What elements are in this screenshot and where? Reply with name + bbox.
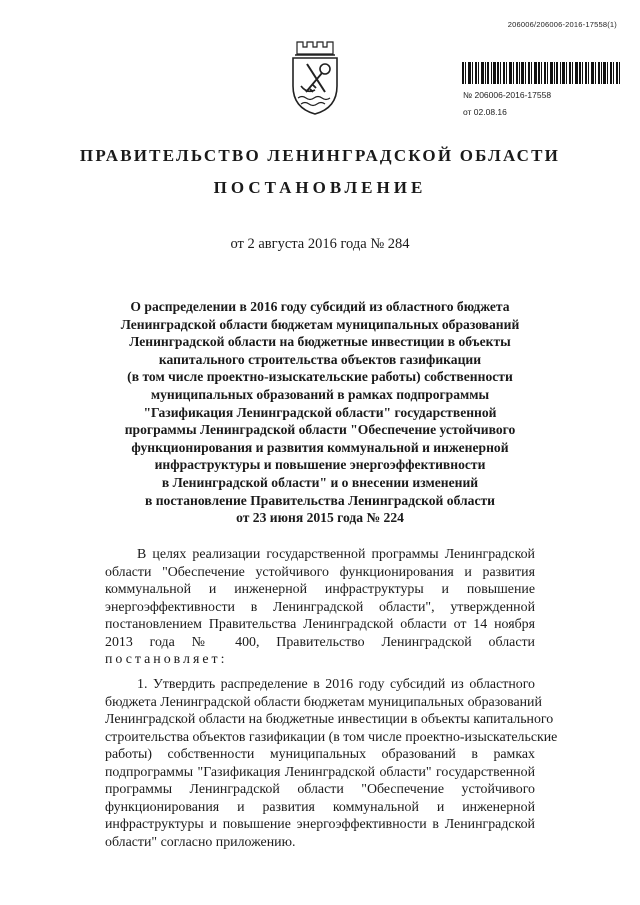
subject-line: Ленинградской области бюджетам муниципальных образований (120, 316, 520, 332)
registration-number: № 206006-2016-17558 (463, 90, 552, 100)
decree-subject (95, 298, 545, 527)
item-1-line: 1. Утвердить распределение в 2016 году субсидий из областного (137, 677, 535, 692)
subject-line: инфраструктуры и повышение энергоэффективности (154, 457, 486, 473)
document-type-title: ПОСТАНОВЛЕНИЕ (213, 178, 427, 197)
subject-line: (в том числе проектно-изыскательские работы) собственности (127, 369, 513, 385)
preamble-line: области "Обеспечение устойчивого функционирования и развития (105, 564, 535, 580)
item-1-line: программы Ленинградской области "Обеспечение устойчивого (105, 782, 535, 797)
document-code: 206006/206006-2016-17558(1) (507, 20, 617, 29)
government-title: ПРАВИТЕЛЬСТВО ЛЕНИНГРАДСКОЙ ОБЛАСТИ (79, 146, 561, 165)
decree-date-line: от 2 августа 2016 года № 284 (230, 236, 410, 252)
preamble-paragraph (105, 546, 535, 669)
subject-line: в Ленинградской области" и о внесении изменений (161, 474, 479, 490)
item-1-line: бюджета Ленинградской области бюджетам муниципальных образований (105, 694, 542, 710)
subject-line: О распределении в 2016 году субсидий из областного бюджета (130, 299, 510, 314)
subject-line: капитального строительства объектов газификации (158, 351, 482, 367)
registration-date: от 02.08.16 (463, 107, 507, 117)
subject-line: программы Ленинградской области "Обеспечение устойчивого (124, 422, 516, 438)
item-1-line: области" согласно приложению. (105, 834, 296, 850)
preamble-line: коммунальной и инженерной инфраструктуры и повышение (105, 582, 535, 597)
item-1-line: строительства объектов газификации (в том числе проектно-изыскательские (105, 729, 558, 745)
item-1-line: инфраструктуры и повышение энергоэффективности в Ленинградской (105, 817, 535, 832)
preamble-line: В целях реализации государственной программы Ленинградской (137, 547, 535, 562)
barcode-icon (462, 62, 620, 84)
item-1-line: Ленинградской области на бюджетные инвестиции в объекты капитального (105, 712, 554, 727)
subject-line: функционирования и развития коммунальной и инженерной (131, 439, 509, 455)
subject-line: "Газификация Ленинградской области" государственной (143, 404, 497, 420)
subject-line: в постановление Правительства Ленинградской области (144, 492, 496, 508)
item-1-line: подпрограммы "Газификация Ленинградской области" государственной (105, 764, 535, 780)
coat-of-arms-icon (285, 38, 345, 116)
resolves-word: постановляет: (105, 652, 228, 667)
item-1-paragraph (105, 676, 558, 851)
item-1-line: работы) собственности муниципальных образований в рамках (105, 747, 535, 762)
item-1-line: функционирования и развития коммунальной и инженерной (105, 799, 535, 815)
subject-line: муниципальных образований в рамках подпрограммы (150, 386, 490, 402)
preamble-line: постановлением Правительства Ленинградской области от 14 ноября (105, 617, 535, 632)
subject-line: от 23 июня 2015 года № 224 (236, 510, 404, 526)
preamble-line: энергоэффективности в Ленинградской области", утвержденной (105, 599, 535, 615)
preamble-line: 2013 года № 400, Правительство Ленинградской области (105, 634, 535, 650)
subject-line: Ленинградской области на бюджетные инвестиции в объекты (129, 334, 511, 350)
